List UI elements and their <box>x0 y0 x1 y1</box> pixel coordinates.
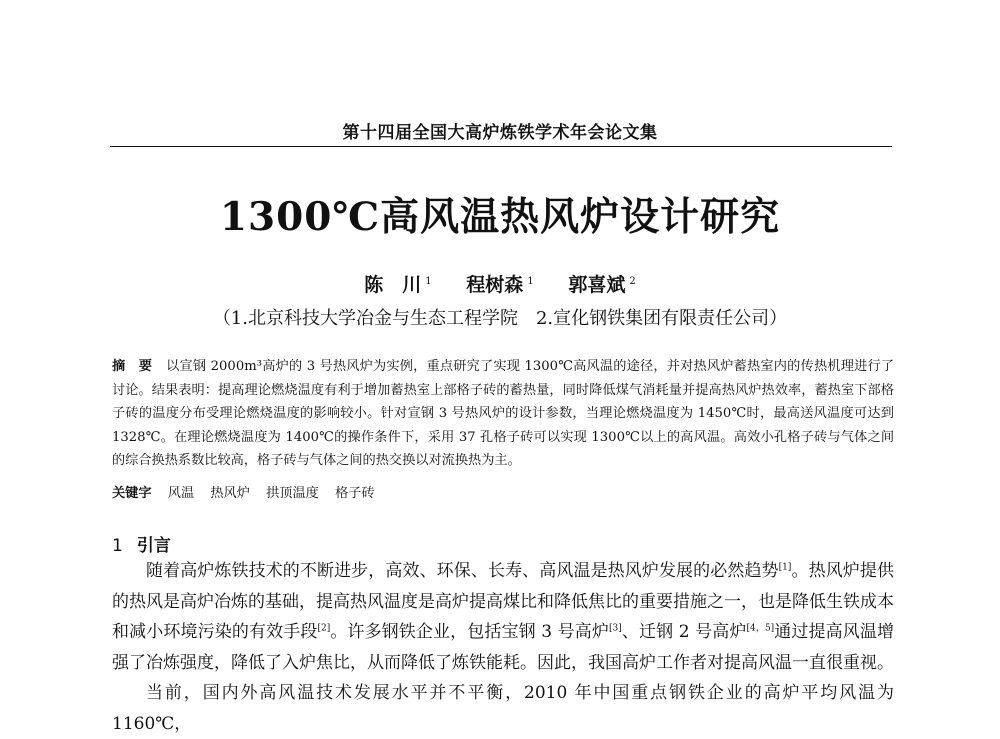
keyword: 风温 <box>167 486 195 501</box>
abstract-label: 摘 要 <box>112 359 153 374</box>
author-name: 郭喜斌 <box>568 274 626 296</box>
author <box>568 270 635 297</box>
paper-title: 1300℃高风温热风炉设计研究 <box>219 194 781 240</box>
keywords-label: 关键字 <box>112 486 152 501</box>
abstract <box>112 355 894 473</box>
text-run: 。许多钢铁企业，包括宝钢 3 号高炉 <box>330 622 609 642</box>
body-text <box>112 556 894 739</box>
section-title: 引言 <box>136 536 171 556</box>
author-affil-mark: 2 <box>629 275 636 287</box>
keyword: 拱顶温度 <box>266 486 319 501</box>
header-rule <box>110 146 892 147</box>
section-number: 1 <box>112 536 123 556</box>
citation: [2] <box>317 623 331 634</box>
citation: [4，5] <box>746 623 775 634</box>
author-list <box>0 270 1000 297</box>
text-run: 、迁钢 2 号高炉 <box>621 622 747 642</box>
keywords <box>112 482 894 501</box>
affiliation: （1.北京科技大学冶金与生态工程学院 2.宣化钢铁集团有限责任公司） <box>212 308 788 329</box>
author-name: 程树森 <box>466 274 524 296</box>
author-name: 陈 川 <box>364 274 422 296</box>
paragraph: 当前，国内外高风温技术发展水平并不平衡，2010 年中国重点钢铁企业的高炉平均风温为 1160℃， <box>112 683 894 734</box>
citation: [3] <box>609 623 622 634</box>
text-run: 随着高炉炼铁技术的不断进步，高效、环保、长寿、高风温是热风炉发展的必然趋势 <box>146 561 779 581</box>
citation: [1] <box>778 562 792 573</box>
text-run: 通过提高风温增强了冶炼强度，降低了入炉焦比，从而降低了炼铁能耗。因此，我国高炉工作者对提高风温一直很重视。 <box>112 622 895 673</box>
author <box>364 270 431 297</box>
author-affil-mark: 1 <box>425 275 432 287</box>
author <box>466 270 533 297</box>
keyword: 热风炉 <box>210 486 250 501</box>
keyword: 格子砖 <box>335 486 375 501</box>
text-run: 。热风炉提供的热风是高炉冶炼的基础，提高热风温度是高炉提高煤比和降低焦比的重要措施之一，也是降低生铁成本和减小环境污染的有效手段 <box>112 561 894 642</box>
author-affil-mark: 1 <box>527 275 534 287</box>
paragraph <box>112 556 894 678</box>
section-heading <box>112 531 171 556</box>
abstract-text: 以宣钢 2000m³高炉的 3 号热风炉为实例，重点研究了实现 1300℃高风温的途径，并对热风炉蓄热室内的传热机理进行了讨论。结果表明：提高理论燃烧温度有利于增加蓄热室上部格子砖的蓄热量，同时降低煤气消耗量并提高热风炉热效率，蓄热室下部格子砖的温度分布受理论燃烧温度的影响较小。针对宣钢 3 号热风炉的设计参数，当理论燃烧温度为 1450℃时，最高送风温度可达到 1328℃。在理论燃烧温度为 1400℃的操作条件下，采用 37 孔格子砖可以实现 1300℃以上的高风温。高效小孔格子砖与气体之间的综合换热系数比较高，格子砖与气体之间的热交换以对流换热为主。 <box>112 359 895 468</box>
running-header: 第十四届全国大高炉炼铁学术年会论文集 <box>342 123 658 143</box>
